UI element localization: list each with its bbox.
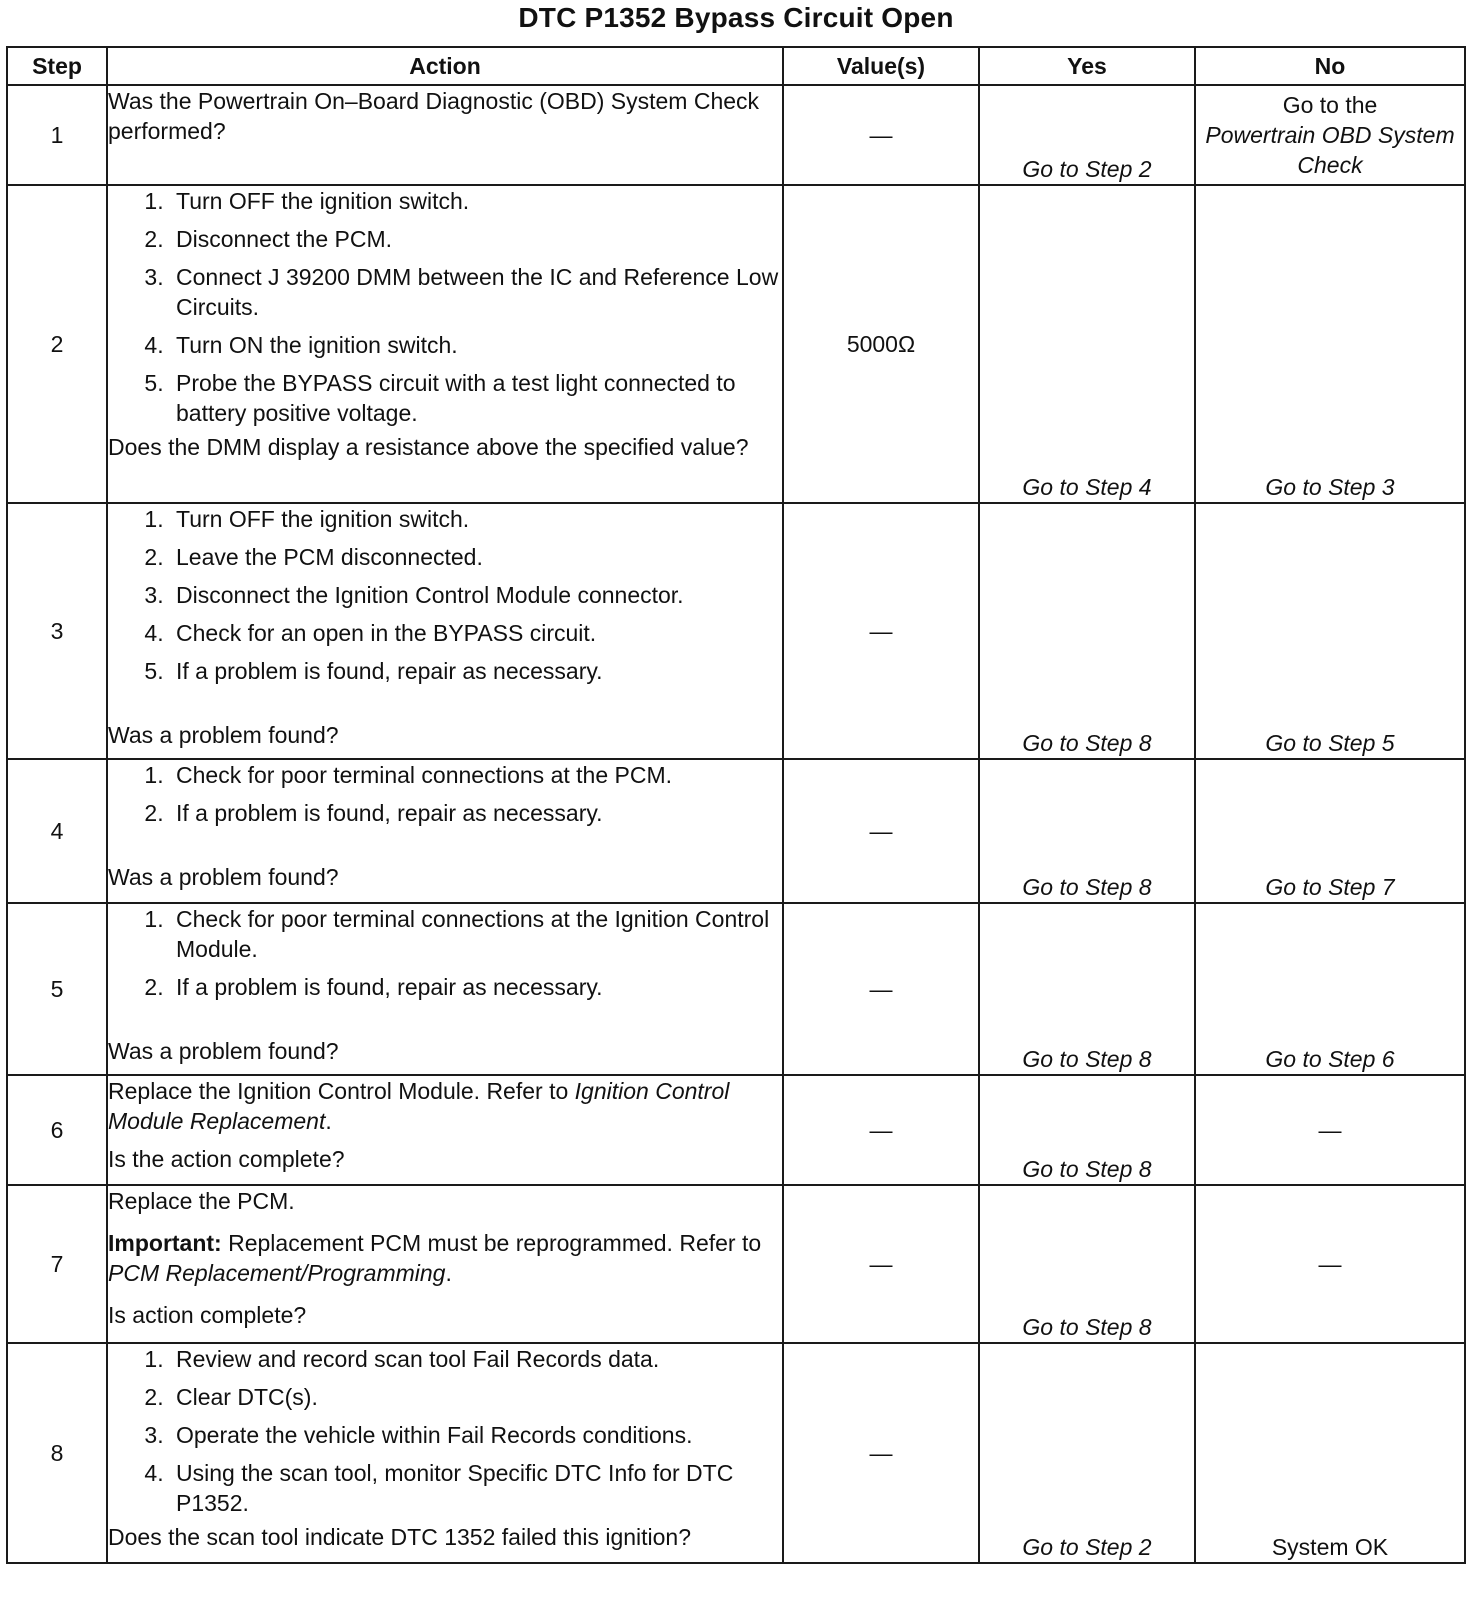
table-row (7, 903, 1465, 1075)
value-cell: 5000Ω (783, 185, 979, 503)
action-step-item: 1. Check for poor terminal connections at the PCM. (170, 760, 782, 790)
no-result-text: Go to the (1282, 92, 1378, 118)
action-step-item: 5. Probe the BYPASS circuit with a test light connected to battery positive voltage. (170, 368, 782, 428)
header-values: Value(s) (783, 47, 979, 85)
table-row (7, 503, 1465, 759)
yes-result[interactable]: Go to Step 8 (979, 903, 1195, 1075)
value-cell: — (783, 503, 979, 759)
no-result[interactable]: Go to Step 6 (1195, 903, 1465, 1075)
yes-result[interactable]: Go to Step 8 (979, 759, 1195, 903)
action-step-item: 3. Connect J 39200 DMM between the IC and Reference Low Circuits. (170, 262, 782, 322)
value-cell: — (783, 1185, 979, 1343)
value-cell: — (783, 903, 979, 1075)
step-number: 2 (7, 185, 107, 503)
action-text (108, 1076, 782, 1136)
action-cell (107, 903, 783, 1075)
action-text-part: . (325, 1108, 332, 1134)
action-cell (107, 1343, 783, 1563)
action-cell (107, 759, 783, 903)
header-action: Action (107, 47, 783, 85)
action-cell (107, 1185, 783, 1343)
action-step-item: 1. Review and record scan tool Fail Records data. (170, 1344, 782, 1374)
no-result[interactable]: Go to Step 3 (1195, 185, 1465, 503)
action-cell (107, 1075, 783, 1185)
action-step-item: 1. Check for poor terminal connections at the Ignition Control Module. (170, 904, 782, 964)
action-text: Replace the PCM. (108, 1188, 295, 1214)
action-step-item: 2. If a problem is found, repair as necessary. (170, 972, 782, 1002)
table-row (7, 1185, 1465, 1343)
step-number: 3 (7, 503, 107, 759)
action-cell (107, 85, 783, 185)
diagnostic-table (6, 46, 1466, 1564)
action-steps (108, 1344, 782, 1518)
action-cell (107, 185, 783, 503)
header-no: No (1195, 47, 1465, 85)
value-cell: — (783, 1343, 979, 1563)
action-step-item: 2. Clear DTC(s). (170, 1382, 782, 1412)
reference-link[interactable]: Ignition Control Module Replacement (108, 1078, 730, 1134)
action-text-part: Replace the Ignition Control Module. Refer to (108, 1078, 575, 1104)
action-text-part: . (445, 1260, 452, 1286)
action-question: Does the DMM display a resistance above the specified value? (108, 434, 749, 460)
action-question: Is action complete? (108, 1302, 307, 1328)
table-row (7, 1343, 1465, 1563)
action-step-item: 1. Turn OFF the ignition switch. (170, 186, 782, 216)
step-number: 4 (7, 759, 107, 903)
header-yes: Yes (979, 47, 1195, 85)
action-step-item: 2. Disconnect the PCM. (170, 224, 782, 254)
action-question: Was a problem found? (108, 722, 339, 748)
action-step-item: 5. If a problem is found, repair as necessary. (170, 656, 782, 686)
no-result: — (1195, 1185, 1465, 1343)
action-step-item: 3. Disconnect the Ignition Control Module connector. (170, 580, 782, 610)
no-result[interactable]: Go to Step 5 (1195, 503, 1465, 759)
table-row (7, 85, 1465, 185)
page-title: DTC P1352 Bypass Circuit Open (518, 2, 954, 33)
value-cell: — (783, 85, 979, 185)
step-number: 7 (7, 1185, 107, 1343)
header-step: Step (7, 47, 107, 85)
value-cell: — (783, 759, 979, 903)
step-number: 5 (7, 903, 107, 1075)
action-steps (108, 760, 782, 828)
yes-result[interactable]: Go to Step 8 (979, 1075, 1195, 1185)
step-number: 8 (7, 1343, 107, 1563)
value-cell: — (783, 1075, 979, 1185)
step-number: 6 (7, 1075, 107, 1185)
action-text: Was the Powertrain On–Board Diagnostic (OBD) System Check performed? (108, 88, 760, 144)
action-step-item: 1. Turn OFF the ignition switch. (170, 504, 782, 534)
table-row (7, 185, 1465, 503)
action-question: Is the action complete? (108, 1146, 345, 1172)
important-label: Important: (108, 1230, 222, 1256)
action-steps (108, 504, 782, 686)
action-cell (107, 503, 783, 759)
reference-link[interactable]: PCM Replacement/Programming (108, 1260, 446, 1286)
step-number: 1 (7, 85, 107, 185)
action-steps (108, 186, 782, 428)
action-question: Does the scan tool indicate DTC 1352 failed this ignition? (108, 1524, 692, 1550)
action-step-item: 3. Operate the vehicle within Fail Records conditions. (170, 1420, 782, 1450)
yes-result[interactable]: Go to Step 8 (979, 1185, 1195, 1343)
action-step-item: 4. Check for an open in the BYPASS circuit. (170, 618, 782, 648)
action-question: Was a problem found? (108, 1038, 339, 1064)
yes-result[interactable]: Go to Step 8 (979, 503, 1195, 759)
header-row (7, 47, 1465, 85)
yes-result[interactable]: Go to Step 4 (979, 185, 1195, 503)
action-steps (108, 904, 782, 1002)
important-text: Replacement PCM must be reprogrammed. Refer to (221, 1230, 762, 1256)
yes-result[interactable]: Go to Step 2 (979, 1343, 1195, 1563)
no-result[interactable]: Go to Step 7 (1195, 759, 1465, 903)
important-note (108, 1228, 782, 1288)
action-step-item: 4. Using the scan tool, monitor Specific DTC Info for DTC P1352. (170, 1458, 782, 1518)
table-row (7, 759, 1465, 903)
no-result (1195, 85, 1465, 185)
no-result: System OK (1195, 1343, 1465, 1563)
table-row (7, 1075, 1465, 1185)
action-step-item: 2. If a problem is found, repair as necessary. (170, 798, 782, 828)
yes-result[interactable]: Go to Step 2 (979, 85, 1195, 185)
no-result: — (1195, 1075, 1465, 1185)
action-step-item: 2. Leave the PCM disconnected. (170, 542, 782, 572)
action-step-item: 4. Turn ON the ignition switch. (170, 330, 782, 360)
no-result-link[interactable]: Powertrain OBD System Check (1205, 122, 1455, 178)
action-question: Was a problem found? (108, 864, 339, 890)
